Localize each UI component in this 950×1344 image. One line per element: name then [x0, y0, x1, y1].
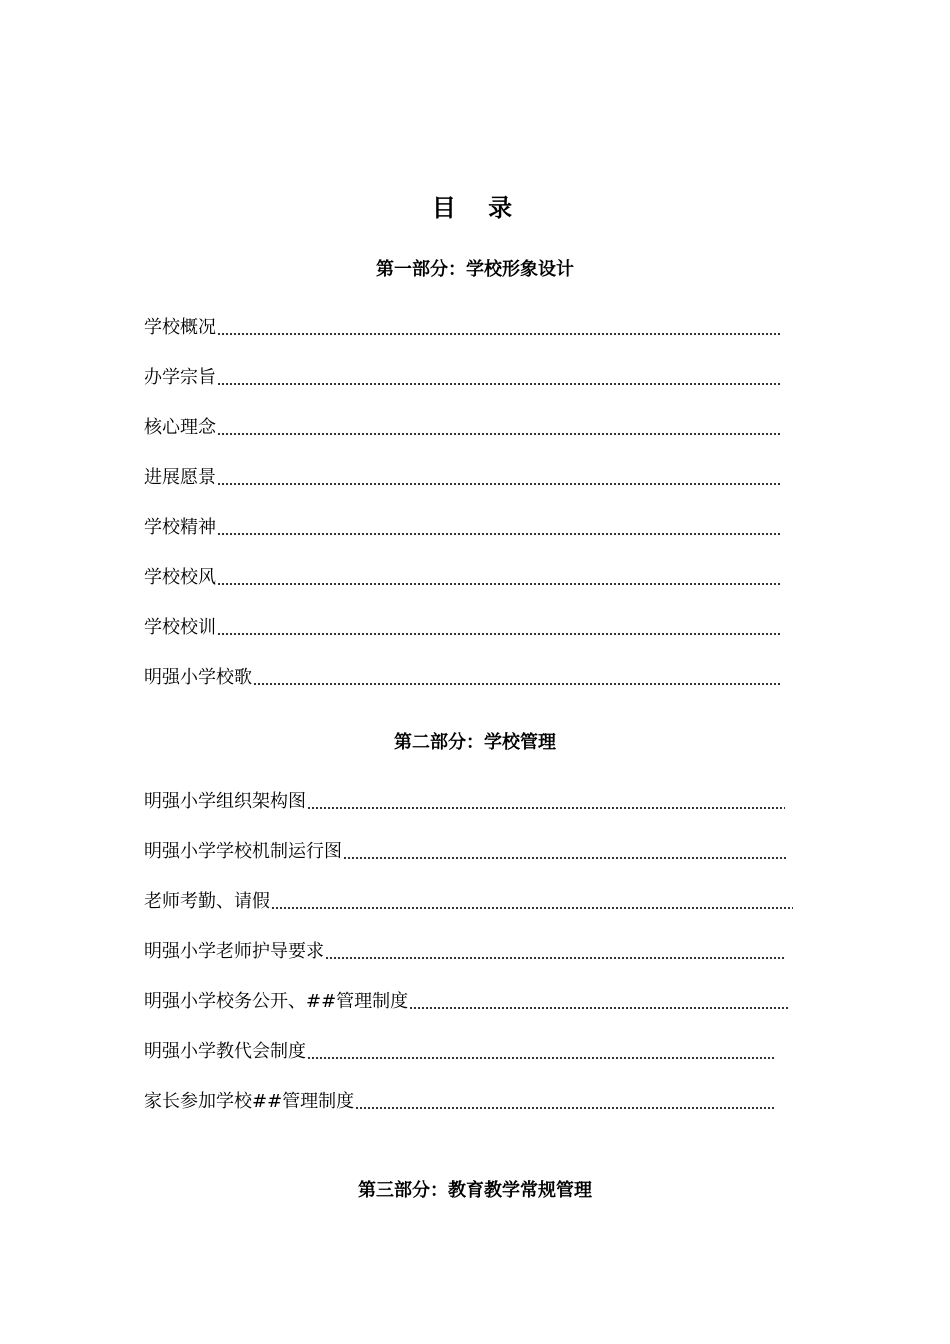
toc-entry[interactable]	[144, 890, 793, 914]
toc-entry-label: 学校校风	[144, 567, 216, 588]
section-heading-2: 第二部分：学校管理	[394, 732, 556, 753]
dot-leader	[217, 382, 781, 386]
toc-entry[interactable]	[144, 666, 782, 690]
toc-entry-label: 明强小学教代会制度	[144, 1041, 306, 1062]
toc-entry-label: 家长参加学校##管理制度	[144, 1091, 355, 1112]
toc-entry-label: 明强小学校务公开、##管理制度	[144, 991, 409, 1012]
dot-leader	[355, 1106, 776, 1110]
dot-leader	[253, 682, 782, 686]
dot-leader	[271, 906, 793, 910]
toc-entry[interactable]	[144, 316, 781, 340]
section-heading-1: 第一部分：学校形象设计	[376, 259, 574, 280]
dot-leader	[325, 956, 786, 960]
dot-leader	[217, 532, 781, 536]
toc-entry[interactable]	[144, 566, 781, 590]
toc-entry[interactable]	[144, 616, 781, 640]
toc-entry[interactable]	[144, 466, 781, 490]
toc-entry-label: 明强小学老师护导要求	[144, 941, 324, 962]
toc-entry-label: 老师考勤、请假	[144, 891, 270, 912]
toc-entry-label: 明强小学校歌	[144, 667, 252, 688]
toc-entry[interactable]	[144, 516, 781, 540]
toc-entry-label: 学校校训	[144, 617, 216, 638]
dot-leader	[217, 482, 781, 486]
toc-entry-label: 核心理念	[144, 417, 216, 438]
dot-leader	[307, 806, 785, 810]
toc-entry[interactable]	[144, 366, 781, 390]
toc-entry-label: 学校精神	[144, 517, 216, 538]
toc-entry-label: 办学宗旨	[144, 367, 216, 388]
toc-entry[interactable]	[144, 990, 788, 1014]
dot-leader	[409, 1006, 788, 1010]
section-heading-3: 第三部分：教育教学常规管理	[358, 1180, 592, 1201]
toc-entry-label: 进展愿景	[144, 467, 216, 488]
toc-entry-label: 明强小学组织架构图	[144, 791, 306, 812]
dot-leader	[217, 582, 781, 586]
dot-leader	[343, 856, 787, 860]
toc-entry[interactable]	[144, 1090, 776, 1114]
dot-leader	[307, 1056, 776, 1060]
toc-entry-label: 明强小学学校机制运行图	[144, 841, 342, 862]
dot-leader	[217, 332, 781, 336]
toc-entry[interactable]	[144, 416, 781, 440]
toc-entry-label: 学校概况	[144, 317, 216, 338]
toc-entry[interactable]	[144, 940, 786, 964]
dot-leader	[217, 632, 781, 636]
toc-title: 目 录	[431, 194, 525, 222]
toc-entry[interactable]	[144, 840, 787, 864]
toc-entry[interactable]	[144, 790, 785, 814]
toc-entry[interactable]	[144, 1040, 776, 1064]
dot-leader	[217, 432, 781, 436]
